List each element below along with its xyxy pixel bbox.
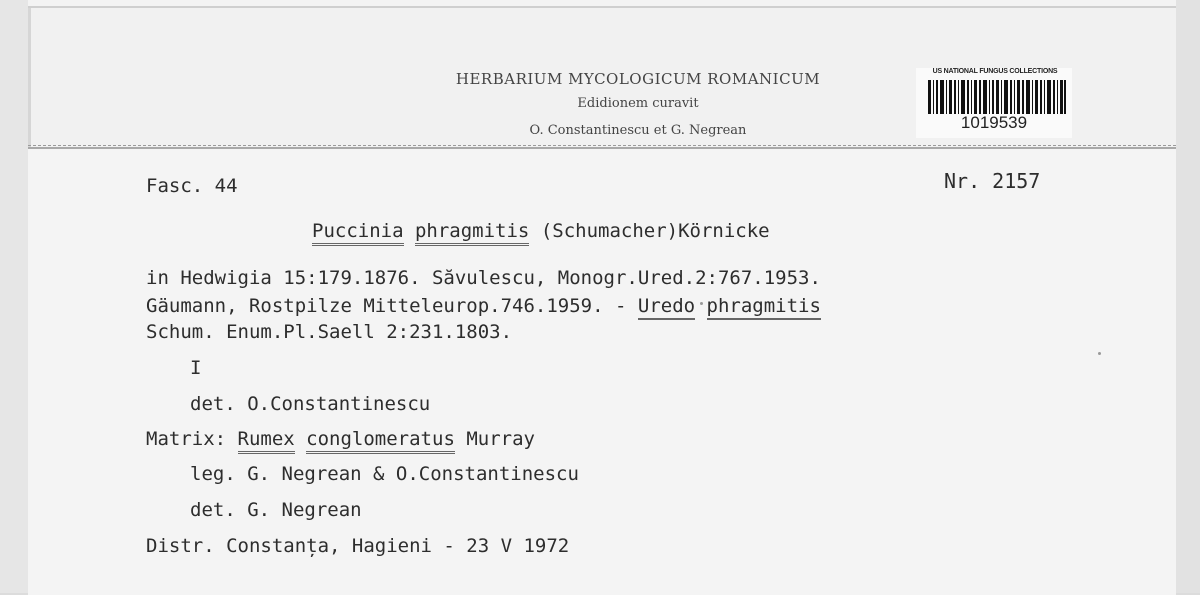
barcode-sticker bbox=[916, 68, 1072, 138]
matrix-line bbox=[146, 428, 535, 450]
herbarium-subtitle: Edidionem curavit bbox=[577, 96, 699, 111]
spore-stage: I bbox=[190, 357, 202, 379]
taxon-name bbox=[312, 220, 770, 242]
host-author: Murray bbox=[454, 428, 535, 450]
taxon-genus: Puccinia bbox=[312, 220, 404, 246]
collection-name: US NATIONAL FUNGUS COLLECTIONS bbox=[932, 68, 1058, 75]
label-divider bbox=[28, 145, 1176, 146]
barcode-graphic bbox=[928, 80, 1066, 114]
paper-speck bbox=[700, 302, 703, 305]
reference-line-2-text: Gäumann, Rostpilze Mitteleurop.746.1959. - bbox=[146, 295, 638, 317]
herbarium-editors: O. Constantinescu et G. Negrean bbox=[529, 123, 747, 138]
host-genus: Rumex bbox=[238, 428, 295, 454]
reference-line-2 bbox=[146, 295, 821, 317]
host-species: conglomeratus bbox=[306, 428, 455, 454]
paper-speck bbox=[1098, 352, 1101, 355]
matrix-prefix: Matrix: bbox=[146, 428, 238, 450]
right-margin bbox=[1176, 0, 1200, 593]
synonym-genus: Uredo bbox=[638, 295, 695, 320]
reference-line-1: in Hedwigia 15:179.1876. Săvulescu, Monogr.Ured.2:767.1953. bbox=[146, 267, 821, 289]
fascicle-number: Fasc. 44 bbox=[146, 175, 238, 197]
locality-date: Distr. Constanța, Hagieni - 23 V 1972 bbox=[146, 535, 570, 557]
reference-line-3: Schum. Enum.Pl.Saell 2:231.1803. bbox=[146, 321, 513, 343]
barcode-number: 1019539 bbox=[960, 113, 1028, 132]
taxon-author: (Schumacher)Körnicke bbox=[540, 220, 770, 242]
exsiccata-number: Nr. 2157 bbox=[944, 169, 1041, 193]
determiner-2: det. G. Negrean bbox=[190, 499, 362, 521]
left-margin bbox=[0, 0, 28, 593]
collectors: leg. G. Negrean & O.Constantinescu bbox=[190, 463, 579, 485]
taxon-species: phragmitis bbox=[415, 220, 529, 246]
synonym-species: phragmitis bbox=[707, 295, 821, 320]
determiner-1: det. O.Constantinescu bbox=[190, 393, 431, 415]
herbarium-title: HERBARIUM MYCOLOGICUM ROMANICUM bbox=[455, 70, 821, 88]
